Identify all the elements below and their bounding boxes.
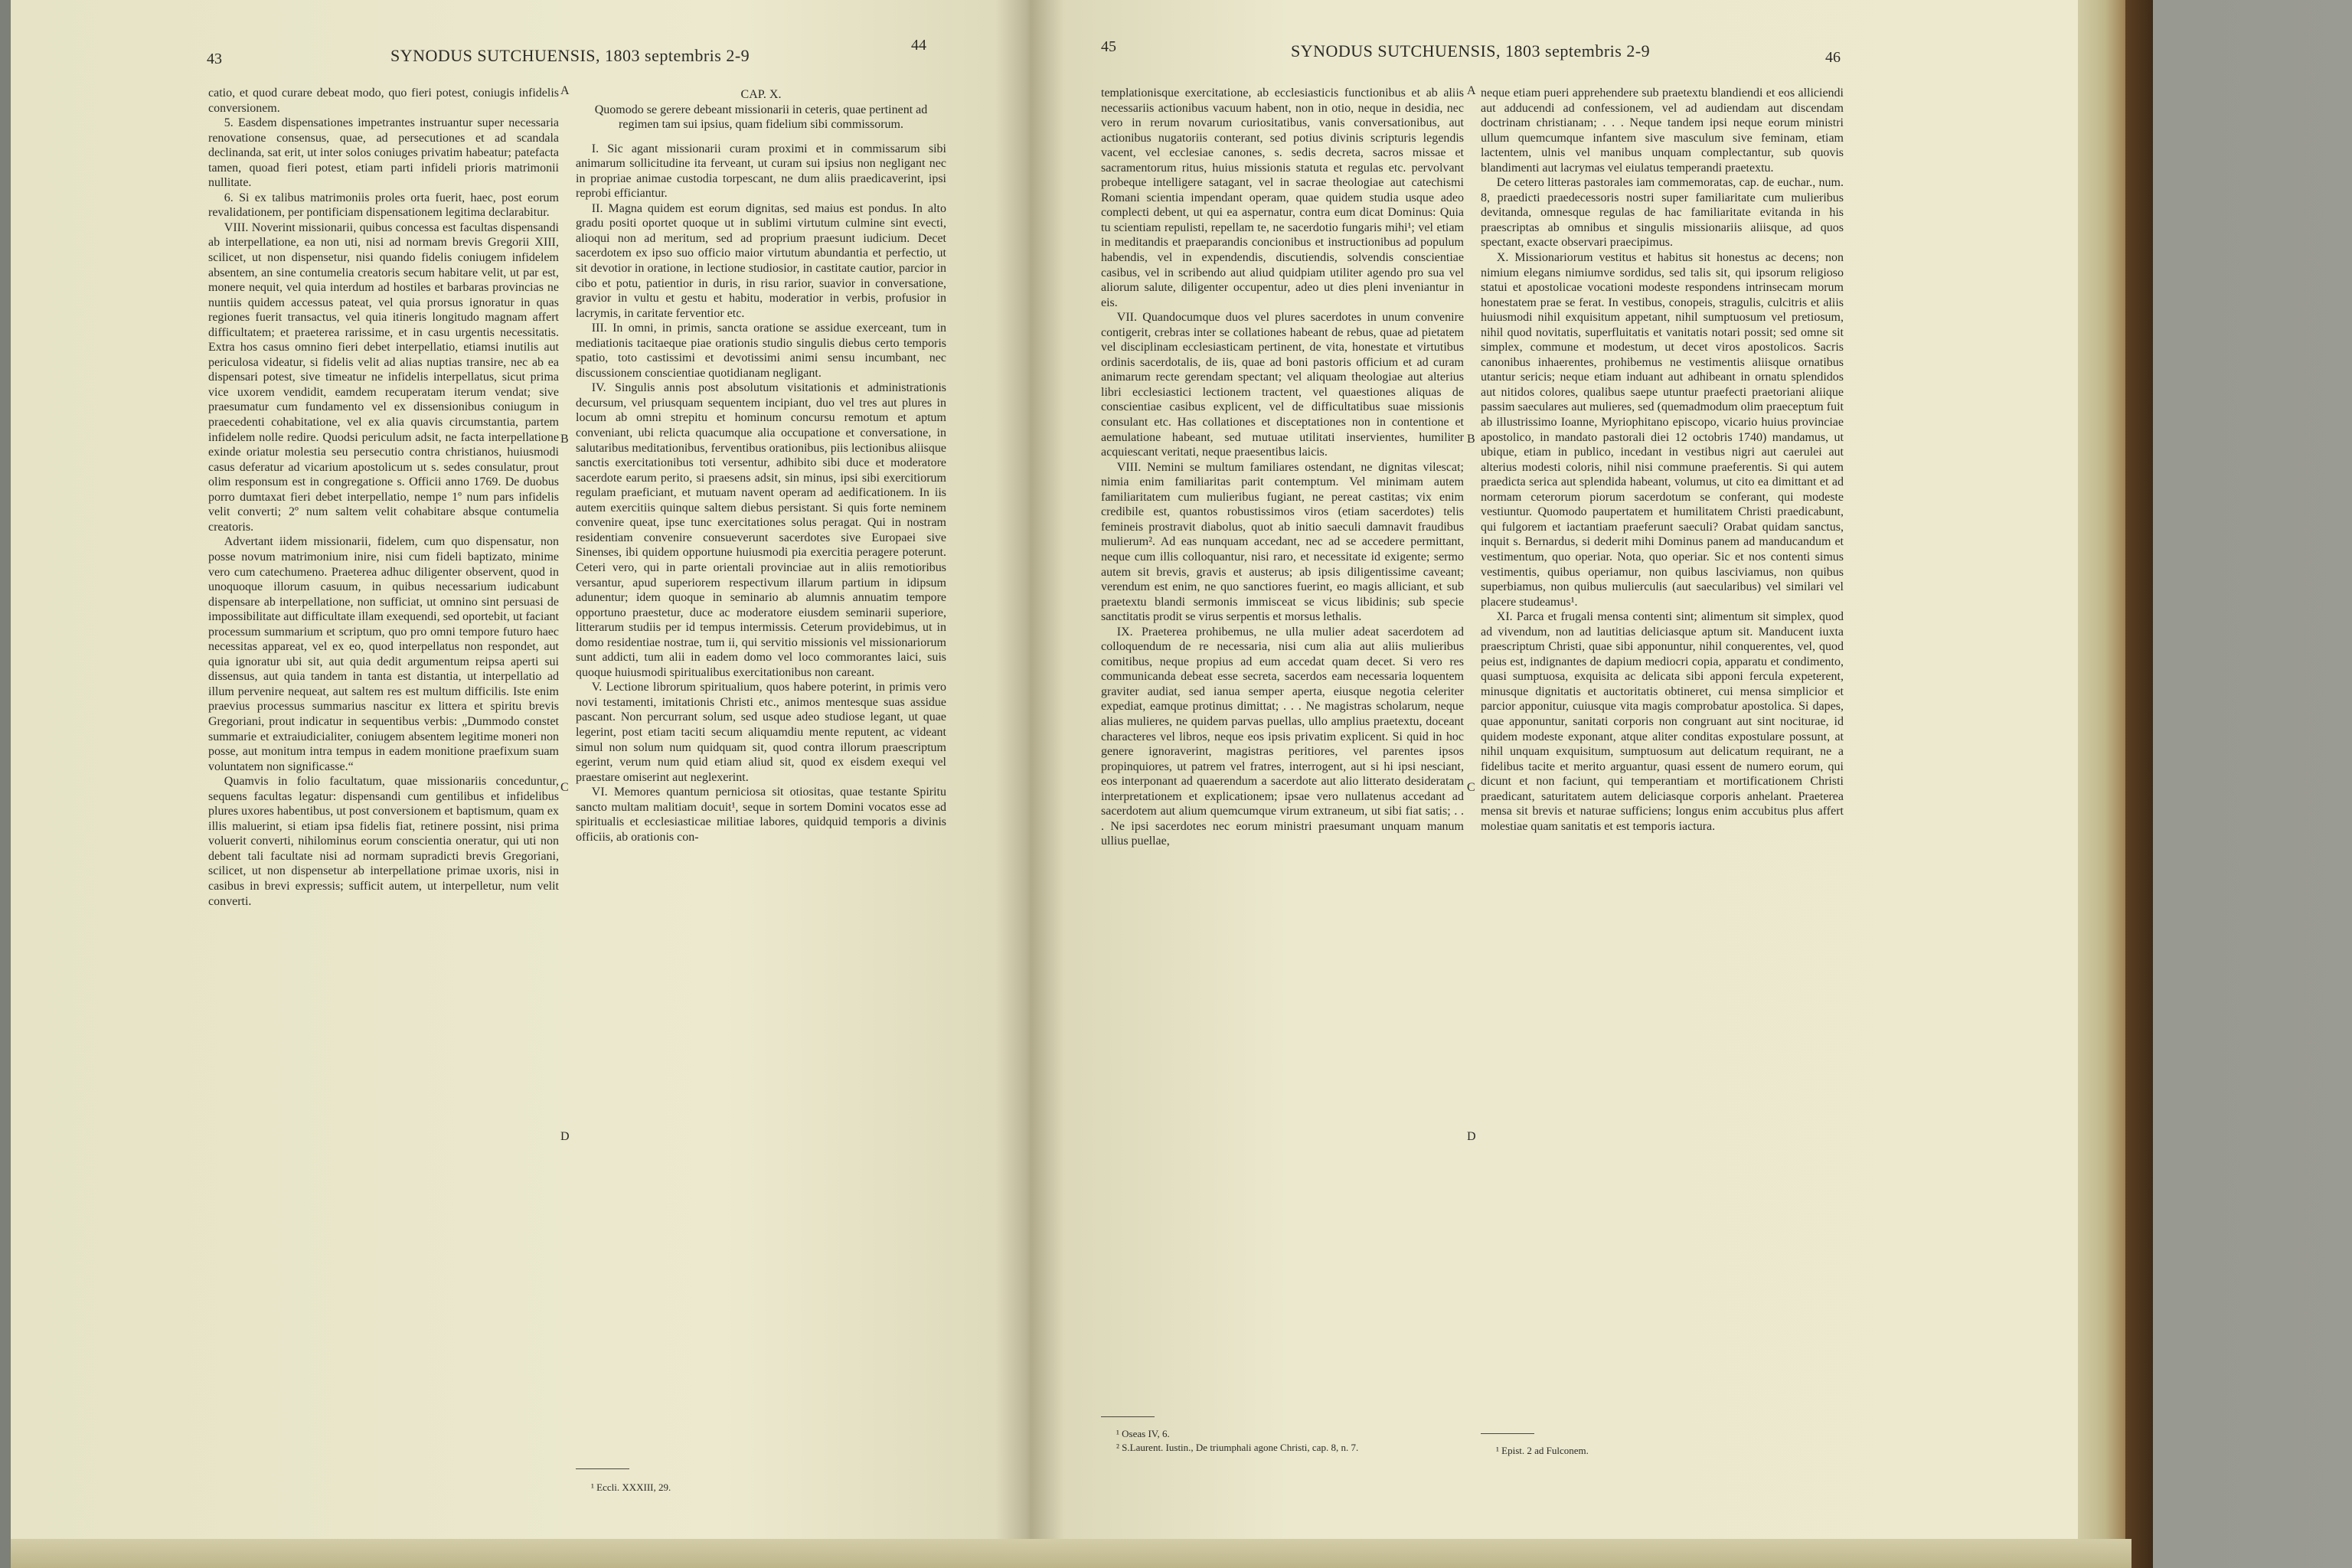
paragraph: 6. Si ex talibus matrimoniis proles orta fuerit, haec, post eorum revalidationem, per pontificiam dispensationem legitima declarabitur. bbox=[208, 191, 559, 220]
paragraph: templationisque exercitatione, ab ecclesiasticis functionibus et ab aliis necessariis actionibus vacuum habent, non in otio, neque in desidia, nec vero in rerum novarum curiositatibus, vanis conversationibus, aut actionibus nugatoriis conterant, sed potius divinis scripturis legendis vacent, vel ecclesiae canones, s. sedis decreta, sacros missae et sacramentorum ritus, huius missionis statuta et regulas etc. pervolvant probeque intelligere satagant, vel in sacrae theologiae aut catechismi Romani scientia impendant operam, quae quidem studia usque adeo complecti debent, ut qui ea aspernatur, contra eum dicat Dominus: Quia tu scientiam repulisti, repellam te, ne sacerdotio fungaris mihi¹; vel etiam in meditandis et praeparandis concionibus et instructionibus ad populum habendis, vel in expendendis, discutiendis, solvendis conscientiae casibus, vel in scribendo aut aliud quidpiam utiliter agendo pro sua vel aliorum salute, diligenter occupentur, adeo ut dies pleni inveniantur in eis. bbox=[1101, 87, 1464, 309]
left-page bbox=[11, 0, 1029, 1539]
chapter-body bbox=[576, 142, 946, 845]
page-number-46: 46 bbox=[1825, 49, 1841, 66]
left-page-column-1 bbox=[208, 86, 559, 909]
paragraph: I. Sic agant missionarii curam proximi et in commissarum sibi animarum sollicitudine ita ferveant, ut curam sui ipsius non negligant nec in propriae animae custodia torpescant, ne dum aliis praedicaverint, ipsi reprobi efficiantur. bbox=[576, 142, 946, 201]
footnote-rule-right-2 bbox=[1481, 1433, 1534, 1434]
margin-marker-c: C bbox=[1467, 781, 1475, 794]
footnote-1: ¹ Oseas IV, 6. bbox=[1116, 1428, 1170, 1439]
paragraph: V. Lectione librorum spiritualium, quos habere poterint, in primis vero novi testamenti, imitationis Christi etc., animos mentesque suas assidue pascant. Non percurrant solum, sed usque adeo studiose legant, ut quae legerint, post etiam taciti secum aliquamdiu mente reputent, ac videant simul non solum num quidquam sit, quod contra illorum praescriptum egerint, verum num quid etiam aliud sit, quod ex eisdem exequi vel praestare omiserint aut neglexerint. bbox=[576, 681, 946, 784]
paragraph: VI. Memores quantum perniciosa sit otiositas, quae testante Spiritu sancto multam malitiam docuit¹, seque in sortem Domini vocatos esse ad spiritualis et ecclesiasticae militiae labores, quidquid temporis a divinis officiis, ab orationis con- bbox=[576, 786, 946, 844]
margin-marker-c: C bbox=[560, 781, 569, 794]
left-page-column-2 bbox=[576, 86, 946, 844]
paragraph: De cetero litteras pastorales iam commemoratas, cap. de euchar., num. 8, praedicti praedecessoris nostri super familiaritate cum mulieribus devitanda, omnesque regulas de hac familiaritate evitanda in his praescriptas ab omnibus et singulis missionariis aliisque, ad quos spectant, exacte observari praecipimus. bbox=[1481, 176, 1844, 250]
paragraph: Quamvis in folio facultatum, quae missionariis conceduntur, sequens facultas legatur: dispensandi cum gentilibus et infidelibus plures uxores habentibus, ut post conversionem et baptismum, quam ex illis maluerint, si etiam ipsa fidelis fiat, retinere possint, nisi prima voluerit converti, nihilominus eorum conscientia oneratur, qui uti non debent tali facultate nisi ad normam supradicti brevis Gregoriani, scilicet, ut non dispensetur ab interpellatione primae uxoris, nisi in casibus in brevi expressis; sufficit autem, ut interpelletur, num velit converti. bbox=[208, 775, 559, 908]
paragraph: VIII. Nemini se multum familiares ostendant, ne dignitas vilescat; nimia enim familiaritas parit contemptum. Vel minimam autem familiaritatem cum mulieribus fugiant, ne pereat castitas; vix enim credibile est, quantos robustissimos viros (etiam sacerdotes) telis femineis prostravit diabolus, quot ab initio saeculi damnavit fraudibus mulierum². Ad eas nunquam accedant, nec ad se accedere permittant, neque cum illis colloquantur, nisi raro, et necessitate id exigente; sermo autem sit brevis, gravis et austerus; ab ipsis diligentissime caveant; verendum est enim, ne quo sanctiores fuerint, eo magis alliciant, et sub praetextu blandi sermonis immisceat se vicus libidinis; sub specie sanctitatis prodit se virus serpentis et morsus lethalis. bbox=[1101, 460, 1464, 624]
page-number-44: 44 bbox=[911, 37, 926, 54]
footnote: ¹ Eccli. XXXIII, 29. bbox=[591, 1481, 671, 1493]
right-page-column-1 bbox=[1101, 86, 1464, 849]
chapter-title: CAP. X. bbox=[740, 88, 782, 101]
footnote-rule-right-1 bbox=[1101, 1416, 1155, 1417]
paragraph: IV. Singulis annis post absolutum visitationis et administrationis decursum, vel priusquam sequentem incipiant, duo vel tres aut plures in locum ab omni strepitu et hominum concursu remotum et aptum conveniant, ubi relicta quacumque alia occupatione et conversatione, in salutaribus meditationibus, ferventibus orationibus, piis lectionibus aliisque sanctis exercitationibus toti versentur, adhibito sibi duce et moderatore sacerdote earum perito, si praesens adsit, sin minus, ipsi sibi exercitiorum regulam praeficiant, et mutuam navent operam ad aedificationem. In iis autem exercitiis quinque saltem diebus persistant. Si quis forte neminem convenire queat, ipse tunc exercitationes solus peragat. Qui in nostram residentiam convenire consueverunt sacerdotes sive Europaei sive Sinenses, ibi quidem opportune huiusmodi pia exercitia peragere poterunt. Ceteri vero, qui in parte orientali provinciae aut in aliis remotioribus versantur, apud superiorem respectivum illarum partium in idipsum adunentur; idem quoque in seminario ab alumnis annuatim tempore opportuno praestetur, duce ac moderatore eiusdem seminarii superiore, litterarum studiis per id tempus intermissis. Ceterum providebimus, ut in domo residentiae nostrae, tum ii, qui servitio missionis vel missionariorum sunt addicti, tum alii in eadem domo vel loco commorantes laici, suis quoque huiusmodi spiritualibus exercitationibus non careant. bbox=[576, 381, 946, 679]
running-header-right: SYNODUS SUTCHUENSIS, 1803 septembris 2-9 bbox=[1291, 41, 1651, 60]
paragraph: XI. Parca et frugali mensa contenti sint; alimentum sit simplex, quod ad vivendum, non ad lautitias deliciasque aptum sit. Manducent iuxta praescriptum Christi, quae sibi apponuntur, nihil conquerentes, vel, quod peius est, indignantes de dapium mediocri copia, apparatu et condimento, quasi sumptuosa, exquisita ac delicata sibi apponi fercula expeterent, minusque dignitatis et auctoritatis obtineret, cui mensa simplicior et parcior apponitur, cuiusque vita magis comprobatur apostolica. Si dapes, quae apponuntur, sanitati corporis non congruant aut sint nociturae, id quidem modeste exponant, atque aliter conditas expostulare possunt, at nihil unquam exquisitum, sumptuosum aut delicatum requirant, ne a fidelibus tacite et merito arguantur, quasi essent de numero eorum, qui dicunt et non faciunt, qui temperantiam et mortificationem Christi praedicant, saturitatem autem deliciasque corporis anhelant. Praeterea mensa sit brevis et naturae sufficiens; longus enim accubitus plus affert molestiae quam sanitatis et est temporis iactura. bbox=[1481, 610, 1844, 833]
running-header-left: SYNODUS SUTCHUENSIS, 1803 septembris 2-9 bbox=[390, 46, 750, 65]
paragraph: VIII. Noverint missionarii, quibus concessa est facultas dispensandi ab interpellatione, ea non uti, nisi ad normam brevis Gregorii XIII, scilicet, ut non dispensetur, nisi quando fidelis coniugem infidelem absentem, an sine contumelia creatoris secum habitare velit, ut par est, monere nequit, vel quia interdum ad hostiles et barbaras provincias ne nuntiis quidem accessus pateat, vel quia prorsus ignoratur in quas regiones fuerit transactus, vel quia itineris longitudo magnam affert difficultatem; et praeterea rarissime, et in casu urgentis necessitatis. Extra hos casus omnino fieri debet interpellatio, etiamsi inutilis aut periculosa videatur, si fidelis velit ad alias nuptias transire, nec ab ea dispensari potest, sive timeatur ne infidelis interpellatus, sicut prima vice uxorem vendidit, eamdem recuperatam iterum vendat; sive praesumatur cum fundamento vel ex dissensionibus coniugum in praecedenti cohabitatione, vel ex alia quavis circumstantia, partem infidelem nolle redire. Quodsi periculum adsit, ne facta interpellatione exinde oriatur molestia seu persecutio contra christianos, huiusmodi casus deferatur ad vicarium apostolicum ut s. sedes consulatur, prout olim responsum est in congregatione s. Officii anno 1769. De duobus porro dumtaxat fieri debet interpellatio, nempe 1º num pars infidelis velit converti; 2º num saltem velit cohabitare absque contumelia creatoris. bbox=[208, 220, 559, 534]
paragraph: neque etiam pueri apprehendere sub praetextu blandiendi et eos alliciendi aut adducendi ad confessionem, vel ad audiendam aut discendam doctrinam christianam; . . . Neque tandem ipsi neque eorum ministri ullum quemcumque infantem sive masculum sive feminam, etiam lactentem, ulnis vel manibus unquam complectantur, sub quovis blandimenti aut lacrymas vel eiulatus temperandi praetextu. bbox=[1481, 87, 1844, 175]
page-bottom-edge bbox=[11, 1539, 2132, 1568]
book-cover-edge bbox=[2125, 0, 2153, 1568]
footnote-3: ¹ Epist. 2 ad Fulconem. bbox=[1496, 1445, 1589, 1456]
margin-marker-a: A bbox=[1467, 84, 1476, 97]
right-page-column-2 bbox=[1481, 86, 1844, 834]
page-number-45: 45 bbox=[1101, 38, 1116, 55]
right-page bbox=[1029, 0, 2078, 1539]
paragraph: III. In omni, in primis, sancta oratione se assidue exerceant, tum in mediationis tacitaeque piae orationis studio singulis diebus certo temporis spatio, toto castissimi et devotissimi animi sensu incumbant, nec discussionem conscientiae quotidianam negligant. bbox=[576, 322, 946, 380]
footnote-2: ² S.Laurent. Iustin., De triumphali agone Christi, cap. 8, n. 7. bbox=[1116, 1442, 1359, 1453]
chapter-subtitle: Quomodo se gerere debeant missionarii in ceteris, quae pertinent ad regimen tam sui ipsius, quam fidelium sibi commissorum. bbox=[594, 103, 928, 132]
book-gutter-shadow bbox=[995, 0, 1064, 1539]
margin-marker-d: D bbox=[560, 1130, 570, 1143]
paragraph: X. Missionariorum vestitus et habitus sit honestus ac decens; non nimium elegans nimiumve sordidus, sed talis sit, qui ipsorum religioso statui et apostolicae vocationi modeste respondens intrinsecam morum honestatem prae se ferat. In vestibus, conopeis, stragulis, culcitris et aliis huiusmodi nihil exquisitum appetant, nihil sumptuosum vel pretiosum, nihil quod novitatis, superfluitatis et vanitatis notari possit; sed omne sit simplex, commune et modestum, ut decet viros apostolicos. Sacris canonibus inhaerentes, prohibemus ne vestimentis aliisque ornatibus utantur sericis; neque etiam induant aut adhibeant in ornatu splendidos aut nitidos colores, qualibus saepe utuntur praefecti praetoriani aliique passim saeculares aut mulieres, sed (quemadmodum olim praeceptum fuit ab illustrissimo Ioanne, Myriophitano episcopo, vicario huius provinciae apostolico, in mandato pastorali diei 12 octobris 1740) mandamus, ut ubique, etiam in publico, incedant in vestibus nigri aut caerulei aut alterius modesti coloris, nihil nisi commune praeferentis. Si qui autem praedicta serica aut splendida habeant, volumus, ut cito ea dimittant et ad normam ceterorum piorum sacerdotum se conferant, qui modeste vestiuntur. Quomodo paupertatem et humilitatem Christi praedicabunt, qui fulgorem et iactantiam praeferunt saeculi? Orabat quidam sanctus, inquit s. Bernardus, si dederit mihi Dominus panem ad manducandum et vestimentum, quo operiar. Nota, quo operiar. Sic et nos contenti simus vestimentis, quibus operiamur, non quibus lasciviamus, non quibus superbiamus, non quibus mulierculis (aut saecularibus) vel similari vel placere studeamus¹. bbox=[1481, 251, 1844, 609]
footnote-rule bbox=[576, 1468, 629, 1469]
paragraph: VII. Quandocumque duos vel plures sacerdotes in unum convenire contigerit, crebras inter se collationes habeant de rebus, quae ad pietatem vel disciplinam ecclesiasticam pertinent, de vita, honestate et virtutibus ordinis sacerdotalis, de iis, quae ad boni pastoris officium et ad curam animarum recte gerendam spectant; vel aliquam theologiae aut alterius libri ecclesiastici lectionem tractent, vel quaestiones aliquas de conscientiae casibus explicent, vel de difficultatibus suae missionis consulant etc. Has collationes et disceptationes non in contentione et aemulatione habeant, sed mutuae utilitati inservientes, humiliter acquiescant veritati, neque praesentibus laicis. bbox=[1101, 311, 1464, 459]
margin-marker-b: B bbox=[560, 433, 569, 446]
paragraph: Advertant iidem missionarii, fidelem, cum quo dispensatur, non posse novum matrimonium inire, nisi cum fideli baptizato, minime vero cum catechumeno. Praeterea adhuc diligenter observent, quod in unoquoque illorum casuum, in quibus necessarium iudicabunt dispensare ab interpellatione, non sufficiat, ut omnino sint persuasi de impossibilitate aut difficultate illam exequendi, sed oportebit, ut faciant processum summarium et scriptum, quo pro omni tempore futuro haec necessitas appareat, vel ex eo, quod interpellatus non respondet, aut quia ignoratur ubi sit, aut quia dedit argumentum reipsa aperti sui dissensus, aut quia tandem in tanta est distantia, ut interpellatio ad illum pervenire nequeat, aut saltem res est multum difficilis. Iste enim praevius processus summarius nascitur ex littera et spiritu brevis Gregoriani, prout indicatur in sequentibus verbis: „Dummodo constet summarie et extraiudicialiter, coniugem absentem legitime moneri non posse, aut monitum intra tempus in eadem monitione praefixum suam voluntatem non significasse.“ bbox=[208, 535, 559, 773]
margin-marker-a: A bbox=[560, 84, 570, 97]
paragraph: IX. Praeterea prohibemus, ne ulla mulier adeat sacerdotem ad colloquendum de re necessaria, nisi cum alia aut aliis mulieribus comitibus, neque propius ad eum accedat quam decet. Si vero res communicanda debeat esse secreta, sacerdos eam necessaria loquentem graviter audiat, sed ianua semper aperta, eiusque negotia celeriter expediat, eamque protinus dimittat; . . . Ne magistras scholarum, neque alias mulieres, ne quidem parvas puellas, ullo amplius praetextu, doceant characteres vel libros, neque eos ipsis privatim explicent. Si quid in hoc genere ignoraverint, magistras peritiores, vel parentes ipsos propinquiores, ut patrem vel fratres, interrogent, aut si hi ipsi nesciant, eos interponant ad quaerendum a sacerdote aut alio litterato desideratam interpretationem et explicationem; ipsae vero nullatenus accedant ad sacerdotem aut alium quemcumque virum extraneum, ut sibi fiat satis; . . . Ne ipsi sacerdotes nec eorum ministri praesumant unquam manum ullius puellae, bbox=[1101, 625, 1464, 848]
page-number-43: 43 bbox=[207, 51, 222, 67]
paragraph: 5. Easdem dispensationes impetrantes instruantur super necessaria renovatione consensus, quae, ad persecutiones et ad scandala declinanda, sat erit, ut inter solos coniuges privatim habeatur; patefacta tamen, quoad fieri potest, etiam parti infideli prioris matrimonii nullitate. bbox=[208, 116, 559, 190]
paragraph: II. Magna quidem est eorum dignitas, sed maius est pondus. In alto gradu positi oportet quoque ut in sublimi virtutum culmine sint evecti, alioqui non ad meritum, sed ad proprium praesunt iudicium. Decet sacerdotem ex ipso suo officio maior virtutum abundantia et perfectio, ut sit devotior in oratione, in lectione studiosior, in castitate cautior, parcior in cibo et potu, patientior in duris, in risu rarior, suavior in conversatione, gravior in vultu et gestu et habitu, moderatior in verbis, profusior in lacrymis, in caritate ferventior etc. bbox=[576, 201, 946, 320]
margin-marker-b: B bbox=[1467, 433, 1475, 446]
paragraph: catio, et quod curare debeat modo, quo fieri potest, coniugis infidelis conversionem. bbox=[208, 87, 559, 115]
margin-marker-d: D bbox=[1467, 1130, 1476, 1143]
